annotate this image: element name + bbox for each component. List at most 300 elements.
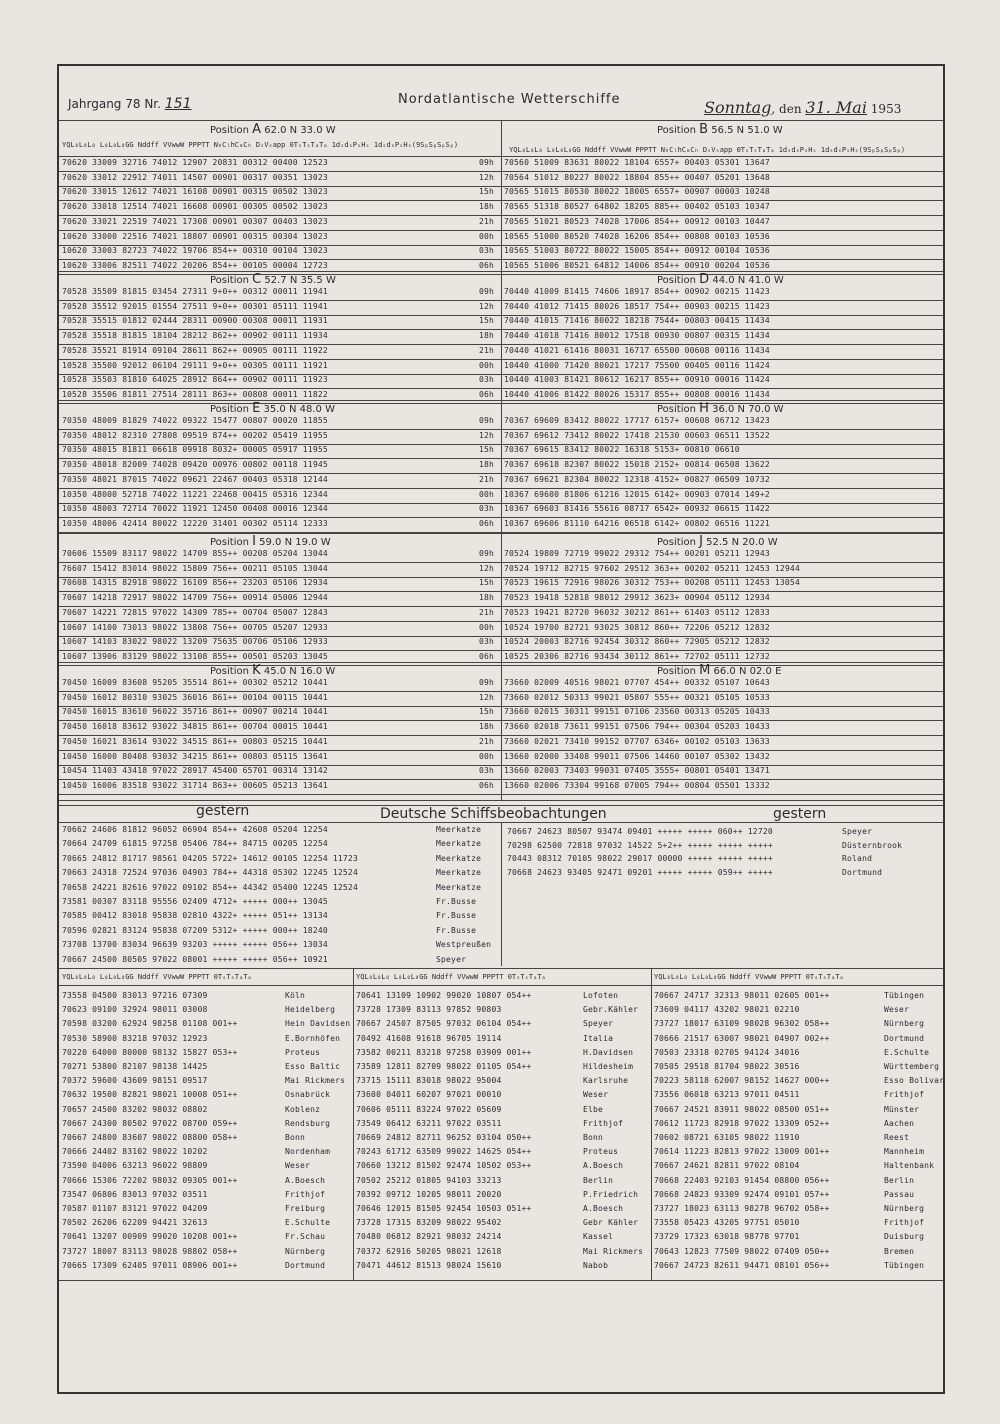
ship-name: A.Boesch xyxy=(285,1175,326,1185)
station-coords: 52.7 N 35.5 W xyxy=(264,275,336,286)
station-letter: K xyxy=(252,663,261,678)
station-coords: 66.0 N 02.0 E xyxy=(713,666,782,677)
observation-row: 10440 41003 81421 80612 16217 855++ 00910 00016 11424 xyxy=(504,375,770,385)
bottom-row: 70223 58118 62007 98152 14627 000++ xyxy=(654,1076,830,1086)
observation-row: 70608 14315 82918 98022 16109 856++ 23203 05106 12934 xyxy=(62,578,328,588)
station-letter: I xyxy=(252,534,256,549)
ship-name: Meerkatze xyxy=(436,825,482,834)
observation-row: 70450 16009 83608 95205 35514 861++ 00302 05212 10441 xyxy=(62,678,328,687)
observation-time: 21h xyxy=(479,607,495,617)
ship-name: Dortmund xyxy=(842,867,883,877)
date: 31. Mai xyxy=(805,98,867,117)
german-row: 73708 13700 83034 96639 93203 +++++ +++++ 056++ 13034 xyxy=(62,940,328,950)
observation-time: 03h xyxy=(479,504,495,514)
ship-name: H.Davidsen xyxy=(583,1047,634,1057)
bottom-row: 70480 06812 82921 98032 24214 xyxy=(356,1232,502,1242)
ship-name: Weser xyxy=(285,1161,311,1171)
station-letter: E xyxy=(252,401,261,416)
german-row: 73581 00307 83118 95556 02409 4712+ +++++ 000++ 13045 xyxy=(62,897,328,906)
observation-time: 12h xyxy=(479,301,495,311)
bottom-column-header: YQL₀L₀L₀ L₀L₀L₀GG Nddff VVwwW PPPTT 0TₛTₛTₐTₐ xyxy=(356,973,546,981)
ship-name: P.Friedrich xyxy=(583,1189,639,1199)
bottom-row: 70392 09712 10205 98011 20020 xyxy=(356,1189,502,1199)
bottom-row: 70667 24521 83911 98022 08500 051++ xyxy=(654,1104,830,1114)
position-word: Position xyxy=(657,666,696,677)
bottom-row: 70667 24723 82611 94471 08101 056++ xyxy=(654,1260,830,1270)
observation-time: 03h xyxy=(479,637,495,647)
observation-time: 09h xyxy=(479,678,495,687)
position-word: Position xyxy=(210,404,249,415)
rule-line xyxy=(59,662,943,663)
station-letter: J xyxy=(699,534,703,549)
observation-row: 70367 69609 83412 80022 17717 6157+ 00608 06712 13423 xyxy=(504,416,770,425)
ship-name: Bremen xyxy=(884,1246,915,1256)
ship-name: Rendsburg xyxy=(285,1118,331,1128)
ship-name: Mai Rickmers xyxy=(285,1076,346,1086)
german-row: 70658 24221 82616 97022 09102 854++ 44342 05400 12245 12524 xyxy=(62,882,358,892)
german-row: 70443 08312 70105 98022 29017 00000 +++++ +++++ +++++ xyxy=(507,854,773,863)
ship-name: Westpreußen xyxy=(436,940,492,950)
rule-line xyxy=(59,156,943,157)
ship-name: Berlin xyxy=(884,1175,915,1185)
station-coords: 44.0 N 41.0 W xyxy=(712,275,784,286)
observation-time: 06h xyxy=(479,518,495,528)
station-letter: C xyxy=(252,272,262,287)
observation-row: 70560 51009 83631 80022 18104 6557+ 00403 05301 13647 xyxy=(504,158,770,167)
observation-row: 70528 35518 81815 18104 28212 862++ 00902 00111 11934 xyxy=(62,331,328,341)
bottom-row: 70606 05111 83224 97022 05609 xyxy=(356,1104,502,1114)
column-rule xyxy=(501,120,502,800)
column-header-right: YQL₀L₀L₀ L₀L₀L₀GG Nddff VVwwW PPPTT NₕCₗhCₘCₕ DₛVₛapp 0TₛTₛTₐTₐ 1dₛdₛPₛHₛ 1dₛdₛPₛHₛ(9SₚSₚSₚSₚ) xyxy=(509,146,906,154)
ship-name: Münster xyxy=(884,1104,920,1114)
observation-time: 15h xyxy=(479,707,495,717)
observation-time: 09h xyxy=(479,416,495,425)
bottom-row: 70598 03200 62924 98258 01108 001++ xyxy=(62,1019,238,1029)
jahrgang-label: Jahrgang 78 Nr. xyxy=(68,97,161,111)
observation-time: 09h xyxy=(479,287,495,296)
observation-time: 03h xyxy=(479,246,495,256)
ship-name: Frithjof xyxy=(285,1189,326,1199)
bottom-row: 70612 11723 82918 97022 13309 052++ xyxy=(654,1118,830,1128)
position-word: Position xyxy=(210,666,249,677)
ship-name: Tübingen xyxy=(884,991,925,1000)
bottom-row: 70632 19500 82821 98021 10008 051++ xyxy=(62,1090,238,1100)
ship-name: Italia xyxy=(583,1033,614,1043)
observation-row: 70565 51318 80527 64802 18205 885++ 00402 05103 10347 xyxy=(504,202,770,212)
position-word: Position xyxy=(657,275,696,286)
observation-time: 18h xyxy=(479,722,495,732)
observation-row: 70607 14221 72815 97022 14309 785++ 00704 05007 12843 xyxy=(62,607,328,617)
ship-name: Esso Baltic xyxy=(285,1062,341,1071)
station-position-label xyxy=(657,122,783,137)
bottom-row: 73558 04500 83013 97216 07309 xyxy=(62,991,208,1000)
observation-row: 70523 19418 52818 98012 29912 3623+ 00904 05112 12934 xyxy=(504,593,770,603)
observation-row: 70528 35521 81914 09104 28611 862++ 00905 00111 11922 xyxy=(62,345,328,355)
ship-name: Meerkatze xyxy=(436,853,482,863)
observation-time: 15h xyxy=(479,316,495,326)
station-coords: 59.0 N 19.0 W xyxy=(259,537,331,548)
bottom-row: 70667 24717 32313 98011 02605 001++ xyxy=(654,991,830,1000)
observation-row: 70450 16012 80310 93025 36016 861++ 00104 00115 10441 xyxy=(62,692,328,702)
bottom-row: 70372 59600 43609 98151 09517 xyxy=(62,1076,208,1086)
bottom-row: 70667 24300 80502 97022 08700 059++ xyxy=(62,1118,238,1128)
ship-name: Koblenz xyxy=(285,1104,321,1114)
station-position-label xyxy=(657,401,784,416)
bottom-row: 70503 23318 02705 94124 34016 xyxy=(654,1047,800,1057)
ship-name: Dortmund xyxy=(285,1260,326,1270)
observation-row: 10524 20003 82716 92454 30312 860++ 72905 05212 12832 xyxy=(504,637,770,647)
observation-row: 70523 19421 82720 96032 30212 861++ 61403 05112 12833 xyxy=(504,607,770,617)
observation-time: 21h xyxy=(479,216,495,226)
station-position-label xyxy=(210,122,336,137)
observation-time: 06h xyxy=(479,389,495,399)
observation-row: 70440 41009 81415 74606 18917 854++ 00902 00215 11423 xyxy=(504,287,770,296)
observation-row: 70620 33012 22912 74011 14507 00901 00317 00351 13023 xyxy=(62,172,328,182)
section-title: Deutsche Schiffsbeobachtungen xyxy=(380,806,607,822)
ship-name: Aachen xyxy=(884,1118,915,1128)
observation-time: 15h xyxy=(479,578,495,588)
bottom-row: 70665 17309 62405 97011 08906 001++ xyxy=(62,1260,238,1270)
observation-row: 70524 19809 72719 99022 29312 754++ 00201 05211 12943 xyxy=(504,549,770,558)
observation-row: 70620 33021 22519 74021 17308 00901 00307 00403 13023 xyxy=(62,216,328,226)
observation-row: 70440 41012 71415 80026 18517 754++ 00903 00215 11423 xyxy=(504,301,770,311)
observation-time: 12h xyxy=(479,563,495,573)
observation-row: 10565 51006 80521 64812 14006 854++ 00910 00204 10536 xyxy=(504,260,770,270)
observation-row: 10367 69606 81110 64216 06518 6142+ 00802 06516 11221 xyxy=(504,518,770,528)
observation-row: 10607 14100 73013 98022 13808 756++ 00705 05207 12933 xyxy=(62,622,328,632)
ship-name: Berlin xyxy=(583,1175,614,1185)
observation-row: 10620 33003 82723 74022 19706 854++ 00310 00104 13023 xyxy=(62,246,328,256)
position-word: Position xyxy=(210,125,249,136)
observation-row: 10565 51000 80520 74028 16206 854++ 00808 00103 10536 xyxy=(504,231,770,241)
observation-row: 10524 19700 82721 93025 30812 860++ 72206 05212 12832 xyxy=(504,622,770,632)
observation-row: 10454 11403 43418 97022 28917 45400 65701 00314 13142 xyxy=(62,766,328,776)
rule-line xyxy=(59,533,943,534)
observation-row: 70350 48012 82310 27808 09519 874++ 00202 05419 11955 xyxy=(62,430,328,440)
ship-name: Roland xyxy=(842,854,873,863)
ship-name: Bonn xyxy=(583,1133,604,1142)
ship-name: Düsternbrook xyxy=(842,840,903,850)
ship-name: Fr.Busse xyxy=(436,911,477,921)
ship-name: Hein Davidsen xyxy=(285,1019,351,1029)
ship-name: Frithjof xyxy=(583,1118,624,1128)
bottom-row: 70668 22403 92103 91454 08800 056++ xyxy=(654,1175,830,1185)
ship-name: Haltenbank xyxy=(884,1161,935,1171)
year: 1953 xyxy=(870,102,902,116)
ship-name: Mannheim xyxy=(884,1147,925,1157)
rule-line xyxy=(59,271,943,272)
bottom-row: 73728 17309 83113 97852 90803 xyxy=(356,1005,502,1015)
ship-name: Nürnberg xyxy=(285,1246,326,1256)
observation-row: 70620 33009 32716 74012 12907 20831 00312 00400 12523 xyxy=(62,158,328,167)
ship-name: Tübingen xyxy=(884,1260,925,1270)
observation-row: 70528 35515 01812 02444 28311 00900 00308 00011 11931 xyxy=(62,316,328,326)
observation-time: 12h xyxy=(479,692,495,702)
bottom-row: 70666 15306 72202 98032 09305 001++ xyxy=(62,1175,238,1185)
bottom-row: 73582 00211 83218 97258 03909 001++ xyxy=(356,1047,532,1057)
station-letter: H xyxy=(699,401,709,416)
bottom-row: 70220 64000 80000 98132 15827 053++ xyxy=(62,1047,238,1057)
observation-time: 12h xyxy=(479,172,495,182)
german-row: 70298 62500 72818 97032 14522 5+2++ +++++ +++++ +++++ xyxy=(507,840,773,850)
observation-row: 70528 35512 92015 01554 27511 9+0++ 00301 05111 11941 xyxy=(62,301,328,311)
position-word: Position xyxy=(210,275,249,286)
observation-time: 00h xyxy=(479,751,495,761)
observation-time: 21h xyxy=(479,345,495,355)
observation-row: 10607 13906 83129 98022 13108 855++ 00501 05203 13045 xyxy=(62,651,328,661)
observation-row: 70606 15509 83117 98022 14709 855++ 00208 05204 13044 xyxy=(62,549,328,558)
position-word: Position xyxy=(657,537,696,548)
observation-time: 00h xyxy=(479,360,495,370)
observation-row: 70620 33015 12612 74021 16108 00901 00315 00502 13023 xyxy=(62,187,328,197)
rule-line xyxy=(59,800,943,801)
bottom-row: 73558 05423 43205 97751 05010 xyxy=(654,1218,800,1228)
ship-name: Speyer xyxy=(583,1019,614,1029)
position-word: Position xyxy=(657,125,696,136)
bottom-row: 70271 53800 82107 98138 14425 xyxy=(62,1062,208,1071)
gestern-left-heading: gestern xyxy=(196,803,250,819)
bottom-row: 70669 24812 82711 96252 03104 050++ xyxy=(356,1133,532,1142)
german-row: 70664 24709 61815 97258 05406 784++ 84715 00205 12254 xyxy=(62,839,328,849)
bottom-row: 70492 41608 91618 96705 19114 xyxy=(356,1033,502,1043)
observation-row: 70367 69612 73412 80022 17418 21530 00603 06511 13522 xyxy=(504,430,770,440)
ship-name: E.Bornhöfen xyxy=(285,1033,341,1043)
station-position-label xyxy=(210,401,335,416)
rule-line xyxy=(59,985,943,986)
ship-name: E.Schulte xyxy=(884,1047,930,1057)
station-position-label xyxy=(657,663,781,678)
observation-row: 70450 16015 83610 96022 35716 861++ 00907 00214 10441 xyxy=(62,707,328,717)
observation-time: 00h xyxy=(479,489,495,499)
observation-time: 21h xyxy=(479,474,495,484)
bottom-row: 73727 18017 63109 98028 96302 058++ xyxy=(654,1019,830,1029)
observation-row: 10350 48003 72714 70022 11921 12450 00408 00016 12344 xyxy=(62,504,328,514)
observation-row: 10607 14103 83022 98022 13209 75635 00706 05106 12933 xyxy=(62,637,328,647)
ship-name: Freiburg xyxy=(285,1204,326,1213)
observation-row: 73660 02021 73410 99152 07707 6346+ 00102 05103 13633 xyxy=(504,736,770,746)
observation-row: 10450 16006 83518 93022 31714 863++ 00605 05213 13641 xyxy=(62,780,328,790)
ship-name: Fr.Busse xyxy=(436,925,477,935)
observation-time: 06h xyxy=(479,780,495,790)
ship-name: Duisburg xyxy=(884,1232,925,1242)
station-letter: D xyxy=(699,272,710,287)
observation-row: 70367 69615 83412 80022 16318 5153+ 00810 06610 xyxy=(504,445,740,455)
observation-time: 18h xyxy=(479,460,495,470)
issue-nr: 151 xyxy=(164,96,192,112)
ship-name: Weser xyxy=(884,1005,910,1015)
station-letter: M xyxy=(699,663,711,678)
rule-line xyxy=(59,794,501,795)
observation-row: 70367 69621 82304 80022 12318 4152+ 00827 06509 10732 xyxy=(504,474,770,484)
observation-time: 03h xyxy=(479,766,495,776)
observation-row: 13660 02006 73304 99168 07005 794++ 00804 05501 13332 xyxy=(504,780,770,790)
observation-row: 70523 19615 72916 98026 30312 753++ 00208 05111 12453 13054 xyxy=(504,578,800,588)
observation-row: 70350 48015 81811 06618 09918 8032+ 00005 05917 11955 xyxy=(62,445,328,455)
german-row: 70585 00412 83018 95838 02810 4322+ +++++ 051++ 13134 xyxy=(62,911,328,921)
observation-row: 10440 41000 71420 80021 17217 75500 00405 00116 11424 xyxy=(504,360,770,370)
observation-row: 10367 69600 81806 61216 12015 6142+ 00903 07014 149+2 xyxy=(504,489,770,499)
station-position-label xyxy=(657,272,784,287)
station-position-label xyxy=(657,534,778,549)
ship-name: Nürnberg xyxy=(884,1204,925,1213)
station-position-label xyxy=(210,663,335,678)
bottom-row: 70530 58900 83218 97032 12923 xyxy=(62,1033,208,1043)
observation-row: 10528 35503 81810 64025 28912 864++ 00902 00111 11923 xyxy=(62,375,328,385)
ship-name: Bonn xyxy=(285,1133,306,1142)
column-rule xyxy=(353,968,354,1280)
rule-line xyxy=(59,1280,943,1281)
den-label: , den xyxy=(771,102,802,116)
observation-row: 10450 16000 80408 93032 34215 861++ 00803 05115 13641 xyxy=(62,751,328,761)
bottom-row: 73590 04006 63213 96022 98809 xyxy=(62,1161,208,1171)
bottom-row: 70243 61712 63509 99022 14625 054++ xyxy=(356,1147,532,1157)
ship-name: Heidelberg xyxy=(285,1005,336,1015)
bottom-row: 73600 04011 60207 97021 00010 xyxy=(356,1090,502,1100)
ship-name: Württemberg xyxy=(884,1062,940,1071)
observation-time: 00h xyxy=(479,622,495,632)
observation-time: 21h xyxy=(479,736,495,746)
observation-row: 70350 48021 87015 74022 09621 22467 00403 05318 12144 xyxy=(62,474,328,484)
station-coords: 52.5 N 20.0 W xyxy=(706,537,778,548)
bottom-column-header: YQL₀L₀L₀ L₀L₀L₀GG Nddff VVwwW PPPTT 0TₛTₛTₐTₐ xyxy=(654,973,844,981)
station-position-label xyxy=(210,534,331,549)
ship-name: Dortmund xyxy=(884,1033,925,1043)
observation-row: 70367 69618 82307 80022 15018 2152+ 00814 06508 13622 xyxy=(504,460,770,470)
bottom-row: 70667 24800 83607 98022 08800 058++ xyxy=(62,1133,238,1142)
bottom-row: 73609 04117 43202 98021 02210 xyxy=(654,1005,800,1015)
bottom-row: 73729 17323 63018 98778 97701 xyxy=(654,1232,800,1242)
station-coords: 45.0 N 16.0 W xyxy=(263,666,336,677)
observation-row: 76607 15412 83014 98022 15809 756++ 00211 05105 13044 xyxy=(62,563,328,573)
bottom-row: 70657 24500 83202 98032 08802 xyxy=(62,1104,208,1114)
observation-row: 10350 48006 42414 80022 12220 31401 00302 05114 12333 xyxy=(62,518,328,528)
ship-name: Fr.Schau xyxy=(285,1232,326,1242)
station-letter: B xyxy=(699,122,709,137)
observation-time: 09h xyxy=(479,549,495,558)
position-word: Position xyxy=(210,537,249,548)
observation-row: 13660 02000 33408 99011 07506 14460 00107 05302 13432 xyxy=(504,751,770,761)
weekday: Sonntag xyxy=(704,98,772,117)
ship-name: Osnabrück xyxy=(285,1090,331,1100)
ship-name: Frithjof xyxy=(884,1090,925,1100)
ship-name: Reest xyxy=(884,1133,910,1142)
observation-row: 73660 02018 73611 99151 07506 794++ 00304 05203 10433 xyxy=(504,722,770,732)
observation-time: 06h xyxy=(479,651,495,661)
ship-name: Proteus xyxy=(285,1047,321,1057)
observation-row: 10620 33000 22516 74021 18807 00901 00315 00304 13023 xyxy=(62,231,328,241)
page-title: Nordatlantische Wetterschiffe xyxy=(398,92,621,107)
observation-row: 13660 02003 73403 99031 07405 3555+ 00801 05401 13471 xyxy=(504,766,770,776)
observation-time: 12h xyxy=(479,430,495,440)
ship-name: Speyer xyxy=(842,827,873,836)
german-row: 70663 24318 72524 97036 04903 784++ 44318 05302 12245 12524 xyxy=(62,868,358,878)
bottom-row: 70623 09100 32924 98011 03008 xyxy=(62,1005,208,1015)
ship-name: Fr.Busse xyxy=(436,897,477,906)
gestern-right-heading: gestern xyxy=(773,806,827,822)
ship-name: A.Boesch xyxy=(583,1161,624,1171)
bottom-row: 73549 06412 63211 97022 03511 xyxy=(356,1118,502,1128)
ship-name: Meerkatze xyxy=(436,868,482,878)
ship-name: Meerkatze xyxy=(436,839,482,849)
station-coords: 62.0 N 33.0 W xyxy=(264,125,336,136)
bottom-column-header: YQL₀L₀L₀ L₀L₀L₀GG Nddff VVwwW PPPTT 0TₛTₛTₐTₐ xyxy=(62,973,252,981)
bottom-row: 70641 13207 00909 99020 10208 001++ xyxy=(62,1232,238,1242)
issue-number xyxy=(68,96,192,112)
observation-row: 70440 41021 61416 80031 16717 65500 00608 00116 11434 xyxy=(504,345,770,355)
observation-time: 03h xyxy=(479,375,495,385)
bottom-row: 73589 12811 82709 98022 01105 054++ xyxy=(356,1062,532,1071)
bottom-row: 70372 62916 50205 98021 12618 xyxy=(356,1246,502,1256)
ship-name: Gebr Kähler xyxy=(583,1218,639,1228)
german-row: 70665 24812 81717 98561 04205 5722+ 14612 00105 12254 11723 xyxy=(62,853,358,863)
observation-row: 10440 41006 81422 80026 15317 855++ 00808 00016 11434 xyxy=(504,389,770,399)
german-row: 70667 24623 80507 93474 09401 +++++ +++++ 060++ 12720 xyxy=(507,827,773,836)
bottom-row: 70666 21517 63007 98021 04907 002++ xyxy=(654,1033,830,1043)
observation-time: 06h xyxy=(479,260,495,270)
observation-time: 00h xyxy=(479,231,495,241)
observation-row: 70350 48018 82009 74028 09420 00976 00802 00118 11945 xyxy=(62,460,328,470)
observation-row: 70440 41018 71416 80012 17518 00930 00807 00315 11434 xyxy=(504,331,770,341)
bottom-row: 70667 24621 82811 97022 08104 xyxy=(654,1161,800,1171)
bottom-row: 73547 06806 83013 97032 03511 xyxy=(62,1189,208,1199)
bottom-row: 70643 12823 77509 98022 07409 050++ xyxy=(654,1246,830,1256)
column-header-left: YQL₀L₀L₀ L₀L₀L₀GG Nddff VVwwW PPPTT NₕCₗhCₘCₕ DₛVₛapp 0TₛTₛTₐTₐ 1dₛdₛPₛHₛ 1dₛdₛPₛHₛ(9SₚSₚSₚSₚ) xyxy=(62,141,459,149)
ship-name: Karlsruhe xyxy=(583,1076,629,1086)
bottom-row: 70614 11223 82813 97022 13009 001++ xyxy=(654,1147,830,1157)
german-row: 70668 24623 93405 92471 09201 +++++ +++++ 059++ +++++ xyxy=(507,867,773,877)
observation-row: 70620 33018 12514 74021 16608 00901 00305 00502 13023 xyxy=(62,202,328,212)
german-row: 70596 02821 83124 95838 07209 5312+ +++++ 000++ 18240 xyxy=(62,925,328,935)
column-rule xyxy=(651,968,652,1280)
ship-name: Meerkatze xyxy=(436,882,482,892)
ship-name: Mai Rickmers xyxy=(583,1246,644,1256)
ship-name: Speyer xyxy=(436,954,467,964)
ship-name: Passau xyxy=(884,1189,915,1199)
ship-name: Nordenham xyxy=(285,1147,331,1157)
observation-row: 10565 51003 80722 80022 15005 854++ 00912 00104 10536 xyxy=(504,246,770,256)
bottom-row: 73715 15111 83018 98022 95004 xyxy=(356,1076,502,1086)
ship-name: Hildesheim xyxy=(583,1062,634,1071)
ship-name: E.Schulte xyxy=(285,1218,331,1228)
issue-date xyxy=(704,98,901,117)
bottom-row: 70641 13109 10902 99020 10807 054++ xyxy=(356,991,532,1000)
rule-line xyxy=(59,968,943,969)
observation-row: 70607 14218 72917 98022 14709 756++ 00914 05006 12944 xyxy=(62,593,328,603)
observation-row: 10367 69603 81416 55616 08717 6542+ 00932 06615 11422 xyxy=(504,504,770,514)
observation-row: 10525 20306 82716 93434 30112 861++ 72702 05111 12732 xyxy=(504,651,770,661)
bottom-row: 70666 24402 83102 98022 10202 xyxy=(62,1147,208,1157)
ship-name: Lofoten xyxy=(583,991,619,1000)
german-row: 70662 24606 81812 96052 06904 854++ 42608 05204 12254 xyxy=(62,825,328,834)
station-coords: 36.0 N 70.0 W xyxy=(712,404,784,415)
observation-row: 70450 16018 83612 93022 34815 861++ 00704 00015 10441 xyxy=(62,722,328,732)
bottom-row: 70471 44612 81513 98024 15610 xyxy=(356,1260,502,1270)
station-position-label xyxy=(210,272,336,287)
observation-row: 70528 35509 81815 03454 27311 9+0++ 00312 00011 11941 xyxy=(62,287,328,296)
bottom-row: 70668 24823 93309 92474 09101 057++ xyxy=(654,1189,830,1199)
observation-row: 70564 51012 80227 80022 18804 855++ 00407 05201 13648 xyxy=(504,172,770,182)
german-row: 70667 24500 80505 97022 08001 +++++ +++++ 056++ 10921 xyxy=(62,954,328,964)
observation-row: 70350 48009 81829 74022 09322 15477 00807 00020 11855 xyxy=(62,416,328,425)
observation-row: 10620 33006 82511 74022 20206 854++ 00105 00004 12723 xyxy=(62,260,328,270)
bottom-row: 70646 12015 81505 92454 10503 051++ xyxy=(356,1204,532,1213)
ship-name: Nürnberg xyxy=(884,1019,925,1029)
ship-name: Kassel xyxy=(583,1232,614,1242)
station-coords: 56.5 N 51.0 W xyxy=(711,125,783,136)
observation-row: 10528 35500 92012 06104 29111 9+0++ 00305 00111 11921 xyxy=(62,360,328,370)
observation-time: 18h xyxy=(479,593,495,603)
observation-row: 70565 51015 80530 80022 18005 6557+ 00907 00003 10248 xyxy=(504,187,770,197)
